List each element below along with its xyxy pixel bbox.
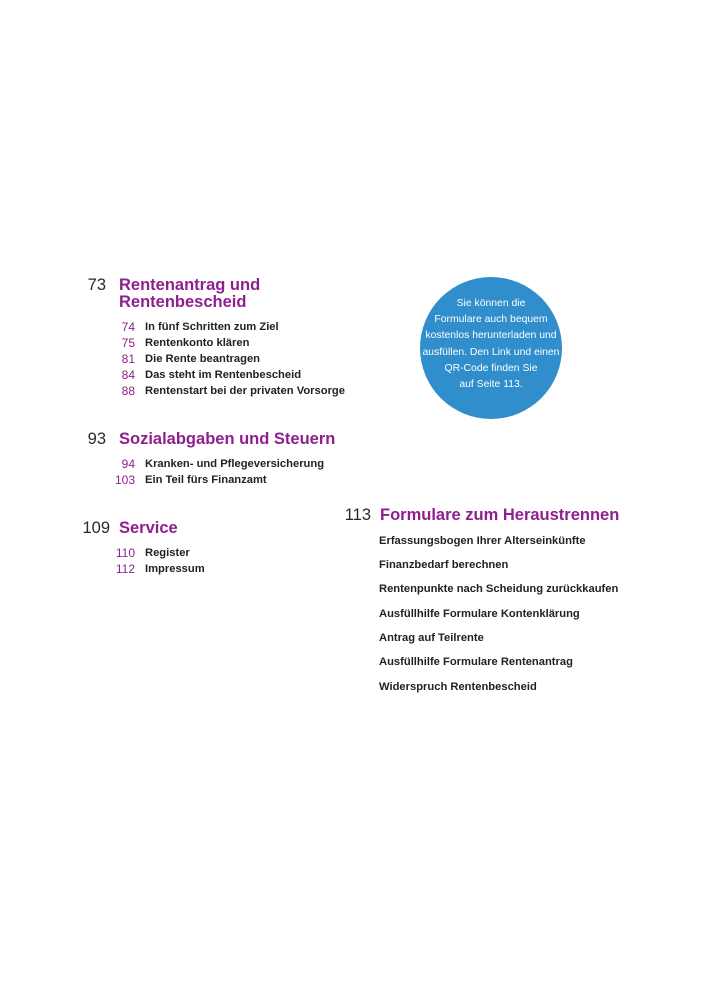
entry-page-number: 110 [115, 546, 135, 560]
entry-title: Register [145, 547, 190, 559]
chapter-title [119, 431, 335, 448]
info-bubble [420, 277, 562, 419]
chapter-title [119, 520, 178, 537]
entry-title: In fünf Schritten zum Ziel [145, 321, 279, 333]
chapter-title-line: Sozialabgaben und Steuern [119, 430, 336, 448]
entry-page-number: 103 [114, 473, 135, 487]
form-item[interactable]: Rentenpunkte nach Scheidung zurückkaufen [379, 583, 619, 595]
chapter-title [119, 277, 260, 311]
form-item[interactable]: Ausfüllhilfe Formulare Rentenantrag [379, 656, 573, 668]
info-bubble-line: Sie können die [456, 298, 526, 309]
form-item[interactable]: Ausfüllhilfe Formulare Kontenklärung [379, 608, 580, 620]
chapter-number: 113 [344, 506, 371, 524]
info-bubble-line: ausfüllen. Den Link und einen [422, 346, 560, 358]
info-bubble-line: kostenlos herunterladen und [425, 330, 557, 342]
form-item[interactable]: Widerspruch Rentenbescheid [379, 681, 537, 693]
form-item[interactable]: Antrag auf Teilrente [379, 632, 484, 644]
entry-title: Das steht im Rentenbescheid [145, 369, 302, 381]
chapter-title-line: Rentenantrag und [119, 276, 261, 294]
entry-title: Impressum [145, 563, 205, 575]
entry-page-number: 81 [121, 352, 135, 366]
chapter-title-line: Rentenbescheid [119, 293, 247, 311]
form-item[interactable]: Erfassungsbogen Ihrer Alterseinkünfte [379, 535, 586, 547]
entry-page-number: 74 [121, 320, 135, 334]
entry-page-number: 75 [121, 336, 135, 350]
entry-page-number: 84 [121, 368, 135, 382]
entry-title: Kranken- und Pflegeversicherung [145, 458, 325, 470]
entry-page-number: 94 [121, 457, 135, 471]
entry-title: Rentenkonto klären [145, 337, 250, 349]
chapter-title-line: Service [119, 519, 178, 537]
form-item[interactable]: Finanzbedarf berechnen [379, 559, 509, 571]
entry-title: Die Rente beantragen [145, 353, 261, 365]
entry-page-number: 112 [115, 562, 135, 576]
info-bubble-line: Formulare auch bequem [434, 314, 548, 326]
chapter-title: Formulare zum Heraustrennen [380, 506, 620, 524]
entry-title: Rentenstart bei der privaten Vorsorge [145, 385, 345, 397]
chapter-number: 93 [87, 430, 106, 448]
chapter-number: 73 [87, 276, 106, 294]
entry-title: Ein Teil fürs Finanzamt [145, 474, 267, 486]
info-bubble-line: auf Seite 113. [459, 379, 523, 391]
entry-page-number: 88 [121, 384, 135, 398]
chapter-number: 109 [82, 519, 110, 537]
info-bubble-line: QR-Code finden Sie [444, 362, 538, 374]
